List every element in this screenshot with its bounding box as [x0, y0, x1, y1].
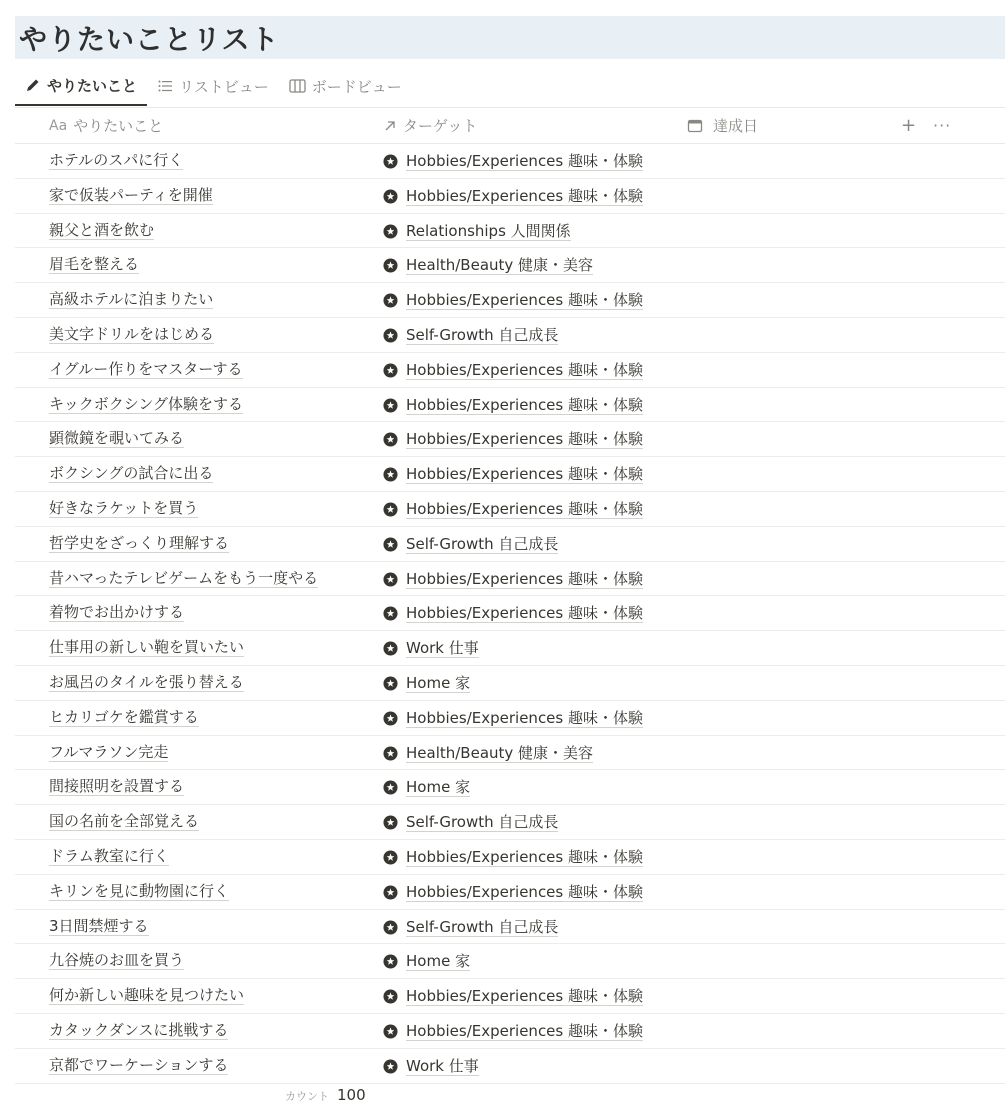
star-badge-icon	[383, 1059, 398, 1074]
target-relation[interactable]	[383, 987, 643, 1006]
target-label: Hobbies/Experiences 趣味・体験	[406, 430, 643, 449]
target-label: Hobbies/Experiences 趣味・体験	[406, 708, 643, 727]
row-title[interactable]: 好きなラケットを買う	[49, 498, 199, 517]
table-row[interactable]	[15, 457, 1005, 492]
table-row[interactable]	[15, 910, 1005, 945]
row-title[interactable]: 昔ハマったテレビゲームをもう一度やる	[49, 568, 319, 587]
target-relation[interactable]	[383, 709, 643, 728]
table-row[interactable]	[15, 666, 1005, 701]
table-row[interactable]	[15, 840, 1005, 875]
table-row[interactable]	[15, 388, 1005, 423]
row-title[interactable]: ドラム教室に行く	[49, 846, 169, 865]
target-label: Health/Beauty 健康・美容	[406, 256, 594, 275]
star-badge-icon	[383, 154, 398, 169]
star-badge-icon	[383, 189, 398, 204]
table-header	[15, 108, 1005, 144]
table-row[interactable]	[15, 770, 1005, 805]
target-label: Work 仕事	[406, 1056, 479, 1075]
target-label: Home 家	[406, 778, 471, 797]
tab-yaritaikoto[interactable]	[15, 66, 147, 106]
column-header-label: 達成日	[713, 117, 759, 135]
star-badge-icon	[383, 328, 398, 343]
star-badge-icon	[383, 606, 398, 621]
row-title[interactable]: イグルー作りをマスターする	[49, 359, 243, 378]
target-label: Hobbies/Experiences 趣味・体験	[406, 152, 643, 170]
target-relation[interactable]	[383, 291, 643, 310]
table-row[interactable]	[15, 736, 1005, 771]
star-badge-icon	[383, 572, 398, 587]
star-badge-icon	[383, 467, 398, 482]
target-relation[interactable]	[383, 848, 643, 867]
target-label: Hobbies/Experiences 趣味・体験	[406, 360, 643, 379]
column-header-label: やりたいこと	[73, 117, 164, 135]
target-label: Home 家	[406, 673, 471, 692]
target-label: Hobbies/Experiences 趣味・体験	[406, 395, 643, 414]
column-header-target[interactable]	[383, 108, 477, 143]
row-title[interactable]: 哲学史をざっくり理解する	[49, 533, 230, 552]
target-relation[interactable]	[383, 570, 643, 589]
table-row[interactable]	[15, 805, 1005, 840]
target-relation[interactable]	[383, 430, 643, 449]
star-badge-icon	[383, 815, 398, 830]
table-row[interactable]	[15, 944, 1005, 979]
star-badge-icon	[383, 711, 398, 726]
target-label: Hobbies/Experiences 趣味・体験	[406, 499, 643, 518]
target-label: Health/Beauty 健康・美容	[406, 743, 594, 762]
target-label: Self-Growth 自己成長	[406, 534, 559, 553]
count-label: カウント	[285, 1090, 329, 1103]
target-relation[interactable]	[383, 604, 643, 623]
count-value: 100	[337, 1086, 366, 1104]
pencil-icon	[25, 77, 41, 93]
table-row[interactable]	[15, 422, 1005, 457]
row-title[interactable]: 国の名前を全部覚える	[49, 812, 200, 831]
row-title[interactable]: 着物でお出かけする	[49, 603, 185, 622]
star-badge-icon	[383, 641, 398, 656]
target-relation[interactable]	[383, 500, 643, 519]
target-label: Work 仕事	[406, 639, 479, 658]
star-badge-icon	[383, 1024, 398, 1039]
star-badge-icon	[383, 224, 398, 239]
target-label: Hobbies/Experiences 趣味・体験	[406, 186, 643, 205]
row-title[interactable]: 親父と酒を飲む	[49, 220, 155, 239]
star-badge-icon	[383, 885, 398, 900]
row-title[interactable]: キックボクシング体験をする	[49, 394, 244, 413]
target-label: Hobbies/Experiences 趣味・体験	[406, 1021, 643, 1040]
page-title-bar	[15, 16, 1005, 59]
add-property-button[interactable]: +	[901, 115, 917, 136]
row-title[interactable]: ヒカリゴケを鑑賞する	[49, 707, 199, 726]
target-relation[interactable]	[383, 396, 643, 415]
target-label: Hobbies/Experiences 趣味・体験	[406, 291, 643, 310]
star-badge-icon	[383, 537, 398, 552]
target-label: Hobbies/Experiences 趣味・体験	[406, 987, 643, 1006]
row-title[interactable]: キリンを見に動物園に行く	[49, 881, 230, 900]
tab-board-view[interactable]	[279, 66, 412, 106]
row-title[interactable]: ホテルのスパに行く	[49, 151, 184, 169]
tab-list-view[interactable]	[147, 66, 279, 106]
row-title[interactable]: 何か新しい趣味を見つけたい	[49, 986, 245, 1005]
target-relation[interactable]	[383, 952, 470, 971]
row-title[interactable]: 眉毛を整える	[49, 255, 140, 274]
target-relation[interactable]	[383, 465, 643, 484]
column-header-label: ターゲット	[403, 117, 478, 135]
star-badge-icon	[383, 746, 398, 761]
target-relation[interactable]	[383, 674, 470, 693]
row-title[interactable]: 美文字ドリルをはじめる	[49, 324, 215, 343]
table-row[interactable]	[15, 492, 1005, 527]
target-label: Hobbies/Experiences 趣味・体験	[406, 882, 643, 901]
target-relation[interactable]	[383, 256, 593, 275]
row-title[interactable]: 高級ホテルに泊まりたい	[49, 290, 214, 309]
target-relation[interactable]	[383, 1022, 643, 1041]
target-relation[interactable]	[383, 152, 643, 171]
star-badge-icon	[383, 920, 398, 935]
table-row[interactable]	[15, 596, 1005, 631]
calendar-icon	[687, 118, 703, 134]
star-badge-icon	[383, 432, 398, 447]
target-relation[interactable]	[383, 639, 479, 658]
target-relation[interactable]	[383, 361, 643, 380]
title-property-icon: Aa	[49, 117, 68, 134]
target-relation[interactable]	[383, 744, 593, 763]
table-row[interactable]	[15, 179, 1005, 214]
target-relation[interactable]	[383, 535, 558, 554]
star-badge-icon	[383, 954, 398, 969]
star-badge-icon	[383, 989, 398, 1004]
table-body	[15, 144, 1005, 1084]
row-title[interactable]: 家で仮装パーティを開催	[49, 185, 213, 204]
star-badge-icon	[383, 780, 398, 795]
target-label: Self-Growth 自己成長	[406, 917, 559, 936]
table-row[interactable]	[15, 144, 1005, 179]
table-row[interactable]	[15, 353, 1005, 388]
row-title[interactable]: お風呂のタイルを張り替える	[49, 672, 244, 691]
table-row[interactable]	[15, 701, 1005, 736]
page-title[interactable]: やりたいことリスト	[19, 22, 280, 56]
row-title[interactable]: ボクシングの試合に出る	[49, 464, 214, 483]
table-footer	[285, 1086, 366, 1104]
row-title[interactable]: フルマラソン完走	[49, 742, 169, 761]
star-badge-icon	[383, 293, 398, 308]
view-tabs	[15, 66, 412, 106]
target-label: Home 家	[406, 952, 471, 971]
target-label: Hobbies/Experiences 趣味・体験	[406, 465, 643, 484]
target-relation[interactable]	[383, 883, 643, 902]
tab-label: やりたいこと	[47, 76, 138, 95]
row-title[interactable]: 3日間禁煙する	[49, 916, 149, 935]
target-label: Relationships 人間関係	[406, 221, 571, 240]
row-title[interactable]: 京都でワーケーションする	[49, 1055, 229, 1074]
table-row[interactable]	[15, 875, 1005, 910]
tab-label: リストビュー	[179, 77, 269, 96]
target-relation[interactable]	[383, 778, 470, 797]
target-label: Hobbies/Experiences 趣味・体験	[406, 847, 643, 866]
star-badge-icon	[383, 363, 398, 378]
table-row[interactable]	[15, 979, 1005, 1014]
target-label: Hobbies/Experiences 趣味・体験	[406, 604, 643, 623]
table-row[interactable]	[15, 527, 1005, 562]
star-badge-icon	[383, 502, 398, 517]
row-title[interactable]: 顕微鏡を覗いてみる	[49, 429, 185, 448]
table-row[interactable]	[15, 1049, 1005, 1084]
table-row[interactable]	[15, 318, 1005, 353]
target-relation[interactable]	[383, 326, 558, 345]
row-title[interactable]: 間接照明を設置する	[49, 777, 185, 796]
table-row[interactable]	[15, 1014, 1005, 1049]
star-badge-icon	[383, 258, 398, 273]
star-badge-icon	[383, 850, 398, 865]
list-icon	[157, 78, 173, 94]
table-row[interactable]	[15, 248, 1005, 283]
target-label: Self-Growth 自己成長	[406, 813, 559, 832]
target-relation[interactable]	[383, 187, 643, 206]
row-title[interactable]: 仕事用の新しい鞄を買いたい	[49, 638, 245, 657]
star-badge-icon	[383, 676, 398, 691]
relation-arrow-icon	[383, 119, 397, 133]
more-options-button[interactable]: ···	[933, 116, 952, 135]
tab-label: ボードビュー	[311, 77, 402, 96]
target-label: Hobbies/Experiences 趣味・体験	[406, 569, 643, 588]
table-row[interactable]	[15, 283, 1005, 318]
target-relation[interactable]	[383, 1057, 479, 1076]
star-badge-icon	[383, 398, 398, 413]
table-row[interactable]	[15, 214, 1005, 249]
target-relation[interactable]	[383, 813, 558, 832]
column-header-date[interactable]	[687, 108, 758, 143]
table-row[interactable]	[15, 562, 1005, 597]
column-header-name[interactable]	[49, 108, 163, 143]
table-row[interactable]	[15, 631, 1005, 666]
row-title[interactable]: 九谷焼のお皿を買う	[49, 951, 185, 970]
target-relation[interactable]	[383, 918, 558, 937]
target-relation[interactable]	[383, 222, 571, 241]
target-label: Self-Growth 自己成長	[406, 325, 559, 344]
row-title[interactable]: カタックダンスに挑戦する	[49, 1020, 229, 1039]
board-icon	[289, 78, 306, 94]
